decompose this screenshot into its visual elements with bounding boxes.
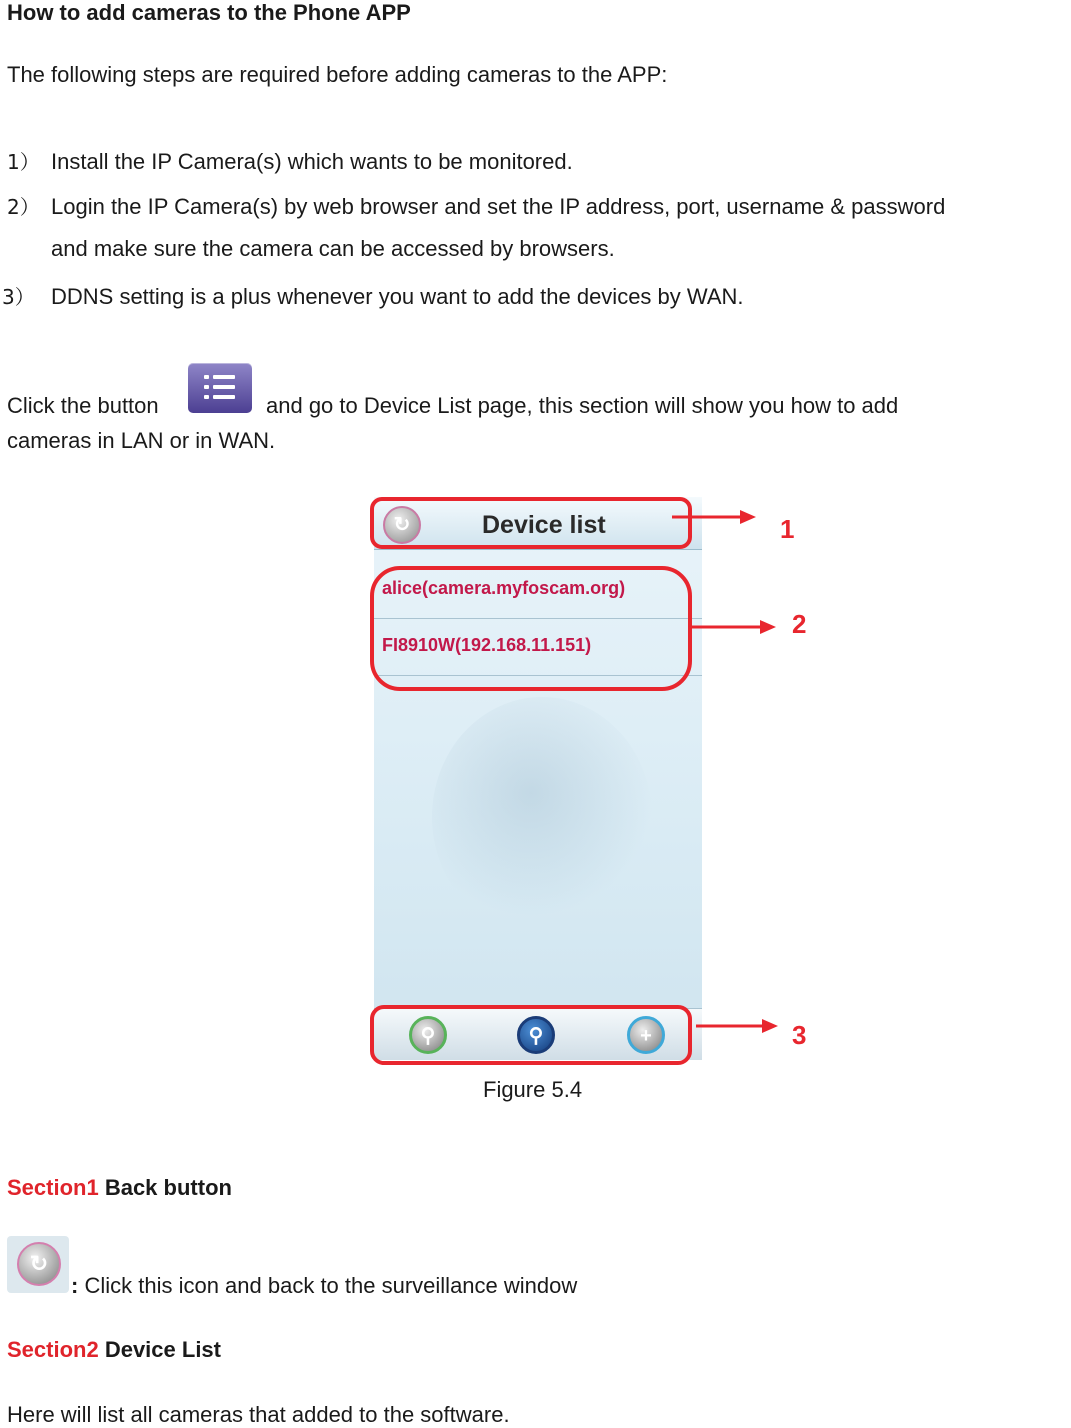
section-2-text: Here will list all cameras that added to the software. [7, 1402, 510, 1427]
magnifier-icon: ⚲ [409, 1016, 447, 1054]
refresh-back-icon: ↻ [383, 506, 421, 544]
device-list-title: Device list [482, 511, 606, 539]
section-1-title: Back button [104, 1175, 232, 1200]
step-1-number: 1） [7, 150, 40, 174]
step-3-number: 3） [2, 285, 35, 309]
device-name: alice(camera.myfoscam.org) [382, 578, 626, 598]
figure-caption: Figure 5.4 [483, 1077, 583, 1102]
click-instruction-end: and go to Device List page, this section will show you how to add [266, 393, 899, 418]
section-2-title: Device List [104, 1337, 221, 1362]
click-instruction-start: Click the button [7, 393, 159, 418]
intro-text: The following steps are required before adding cameras to the APP: [7, 62, 668, 87]
click-instruction-line2: cameras in LAN or in WAN. [7, 428, 276, 453]
section-2-label: Section2 [7, 1337, 99, 1362]
plus-icon: + [627, 1016, 665, 1054]
callout-number-2: 2 [792, 609, 807, 639]
page-heading: How to add cameras to the Phone APP [7, 0, 411, 25]
section-1-text: Click this icon and back to the surveillance window [84, 1273, 578, 1298]
section-1-heading [7, 1175, 232, 1201]
step-2-continued: and make sure the camera can be accessed by browsers. [51, 236, 615, 261]
refresh-back-icon: ↻ [7, 1236, 69, 1293]
step-1-text: Install the IP Camera(s) which wants to be monitored. [51, 149, 573, 174]
step-3-text: DDNS setting is a plus whenever you want to add the devices by WAN. [51, 284, 744, 309]
section-1-colon: : [71, 1273, 79, 1298]
section-2-heading [7, 1337, 221, 1363]
device-name: FI8910W(192.168.11.151) [382, 635, 592, 655]
section-1-label: Section1 [7, 1175, 99, 1200]
callout-number-1: 1 [780, 514, 795, 544]
step-2-text: Login the IP Camera(s) by web browser and set the IP address, port, username & password [51, 194, 946, 219]
step-2-number: 2） [7, 195, 40, 219]
magnifier-blue-icon: ⚲ [517, 1016, 555, 1054]
section-1-description [71, 1273, 577, 1299]
callout-number-3: 3 [792, 1020, 807, 1050]
